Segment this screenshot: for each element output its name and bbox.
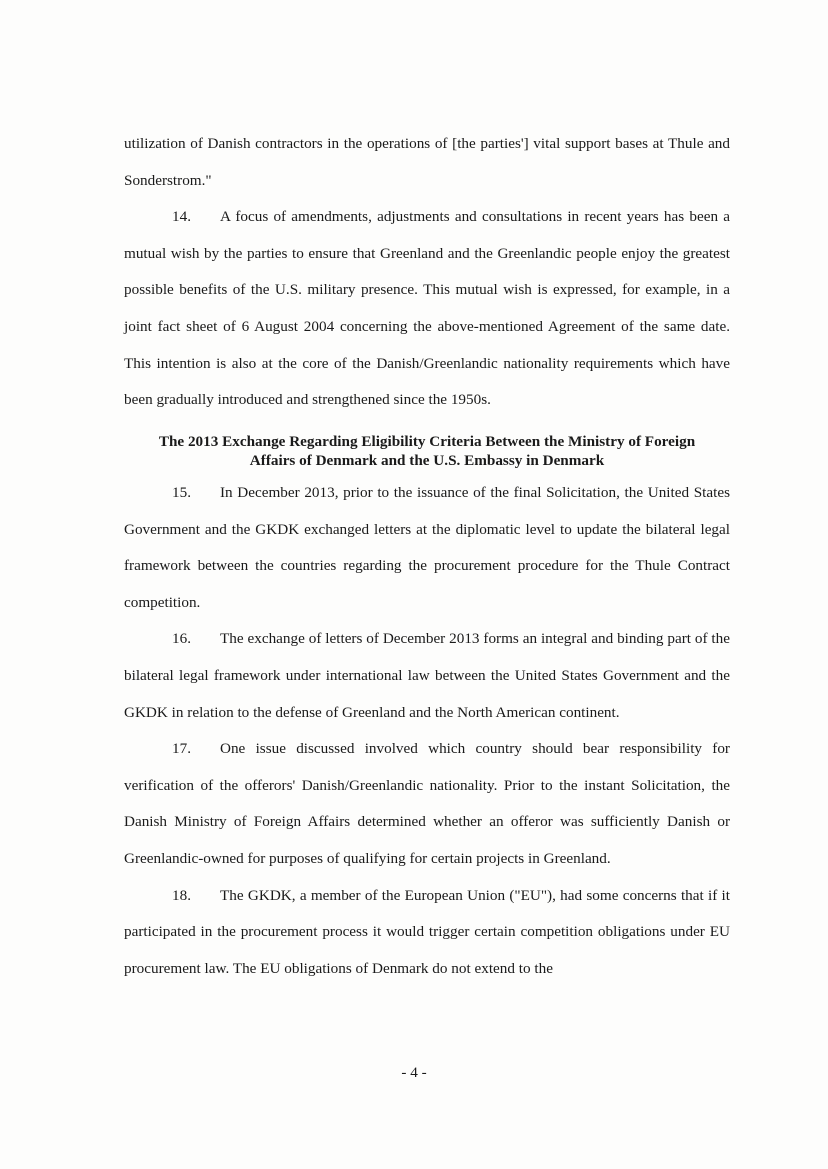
body-text-top — [124, 126, 730, 419]
paragraph-number: 18. — [172, 886, 191, 904]
paragraph-text: One issue discussed involved which country should bear responsibility for verification of the offerors' Danish/Greenlandic nationality. Prior to the instant Solicitation, the Danish Ministry of Foreign Affairs determined whether an offeror was sufficiently Danish or Greenlandic-owned for purposes of qualifying for certain projects in Greenland. — [124, 740, 730, 867]
paragraph-number: 15. — [172, 484, 191, 501]
paragraph-18 — [124, 878, 730, 988]
paragraph-text: The exchange of letters of December 2013 forms an integral and binding part of the bilateral legal framework under international law between the United States Government and the GKDK in relation to the defense of Greenland and the North American continent. — [124, 630, 730, 721]
section-heading — [124, 432, 730, 470]
paragraph-17 — [124, 731, 730, 877]
paragraph-text: The GKDK, a member of the European Union ("EU"), had some concerns that if it participated in the procurement process it would trigger certain competition obligations under EU procurement law. The EU obligations of Denmark do not extend to the — [124, 886, 730, 977]
section-heading-line-2: Affairs of Denmark and the U.S. Embassy in Denmark — [249, 452, 605, 469]
paragraph-text: In December 2013, prior to the issuance of the final Solicitation, the United States Government and the GKDK exchanged letters at the diplomatic level to update the bilateral legal framework between the countries regarding the procurement procedure for the Thule Contract competition. — [124, 484, 730, 611]
paragraph-14 — [124, 199, 730, 419]
paragraph-number: 17. — [172, 740, 191, 758]
paragraph-number: 14. — [172, 208, 191, 226]
paragraph-number: 16. — [172, 630, 191, 648]
paragraph-text: A focus of amendments, adjustments and consultations in recent years has been a mutual wish by the parties to ensure that Greenland and the Greenlandic people enjoy the greatest possible benefits of the U.S. military presence. This mutual wish is expressed, for example, in a joint fact sheet of 6 August 2004 concerning the above-mentioned Agreement of the same date. This intention is also at the core of the Danish/Greenlandic nationality requirements which have been gradually introduced and strengthened since the 1950s. — [124, 208, 730, 409]
section-heading-line-1: The 2013 Exchange Regarding Eligibility Criteria Between the Ministry of Foreign — [158, 433, 696, 450]
paragraph-15 — [124, 475, 730, 621]
continuation-paragraph: utilization of Danish contractors in the operations of [the parties'] vital support bases at Thule and Sonderstrom." — [124, 135, 730, 189]
body-text-bottom — [124, 475, 730, 987]
paragraph-16 — [124, 621, 730, 731]
page-number: - 4 - — [401, 1064, 427, 1081]
